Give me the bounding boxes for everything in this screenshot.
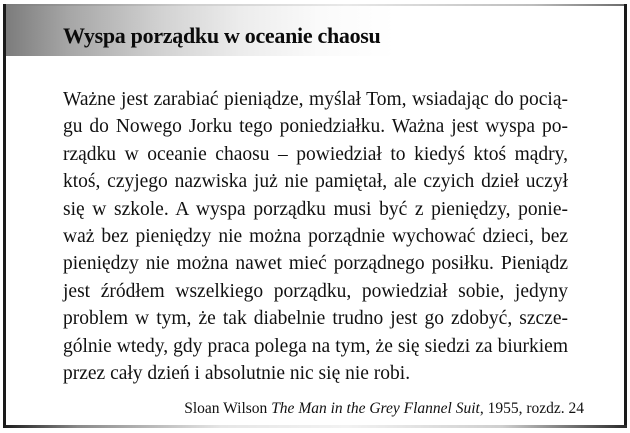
- quote-box: [3, 4, 627, 428]
- citation: [184, 400, 584, 418]
- quote-line: przez cały dzień i absolutnie nic się nie robi.: [63, 363, 411, 385]
- citation-details: , 1955, rozdz. 24: [479, 400, 584, 417]
- box-border-left: [3, 4, 6, 428]
- quote-line: gólnie wtedy, gdy praca polega na tym, że się siedzi za biurkiem: [63, 335, 568, 357]
- box-border-right: [624, 4, 627, 428]
- box-border-bottom: [3, 425, 627, 428]
- quote-line: gu do Nowego Jorku tego poniedziałku. Ważna jest wyspa po-: [63, 116, 568, 138]
- quote-line: się w szkole. A wyspa porządku musi być z pieniędzy, ponie-: [63, 198, 568, 220]
- quote-line: ktoś, czyjego nazwiska już nie pamiętał, ale czyich dzieł uczył: [63, 171, 568, 193]
- quote-line: pieniędzy nie można nawet mieć porządnego posiłku. Pieniądz: [63, 253, 568, 275]
- citation-author: Sloan Wilson: [184, 400, 272, 417]
- box-title: Wyspa porządku w oceanie chaosu: [63, 23, 381, 48]
- quote-body: [63, 86, 568, 387]
- citation-work-title: The Man in the Grey Flannel Suit: [271, 400, 480, 417]
- quote-line: rządku w oceanie chaosu – powiedział to kiedyś ktoś mądry,: [63, 143, 568, 165]
- quote-line: Ważne jest zarabiać pieniądze, myślał Tom, wsiadając do pocią-: [63, 89, 568, 110]
- quote-line: waż bez pieniędzy nie można porządnie wychować dzieci, bez: [63, 226, 568, 248]
- quote-line: jest źródłem wszelkiego porządku, powiedział sobie, jedyny: [63, 280, 568, 302]
- quote-line: problem w tym, że tak diabelnie trudno jest go zdobyć, szcze-: [63, 308, 568, 330]
